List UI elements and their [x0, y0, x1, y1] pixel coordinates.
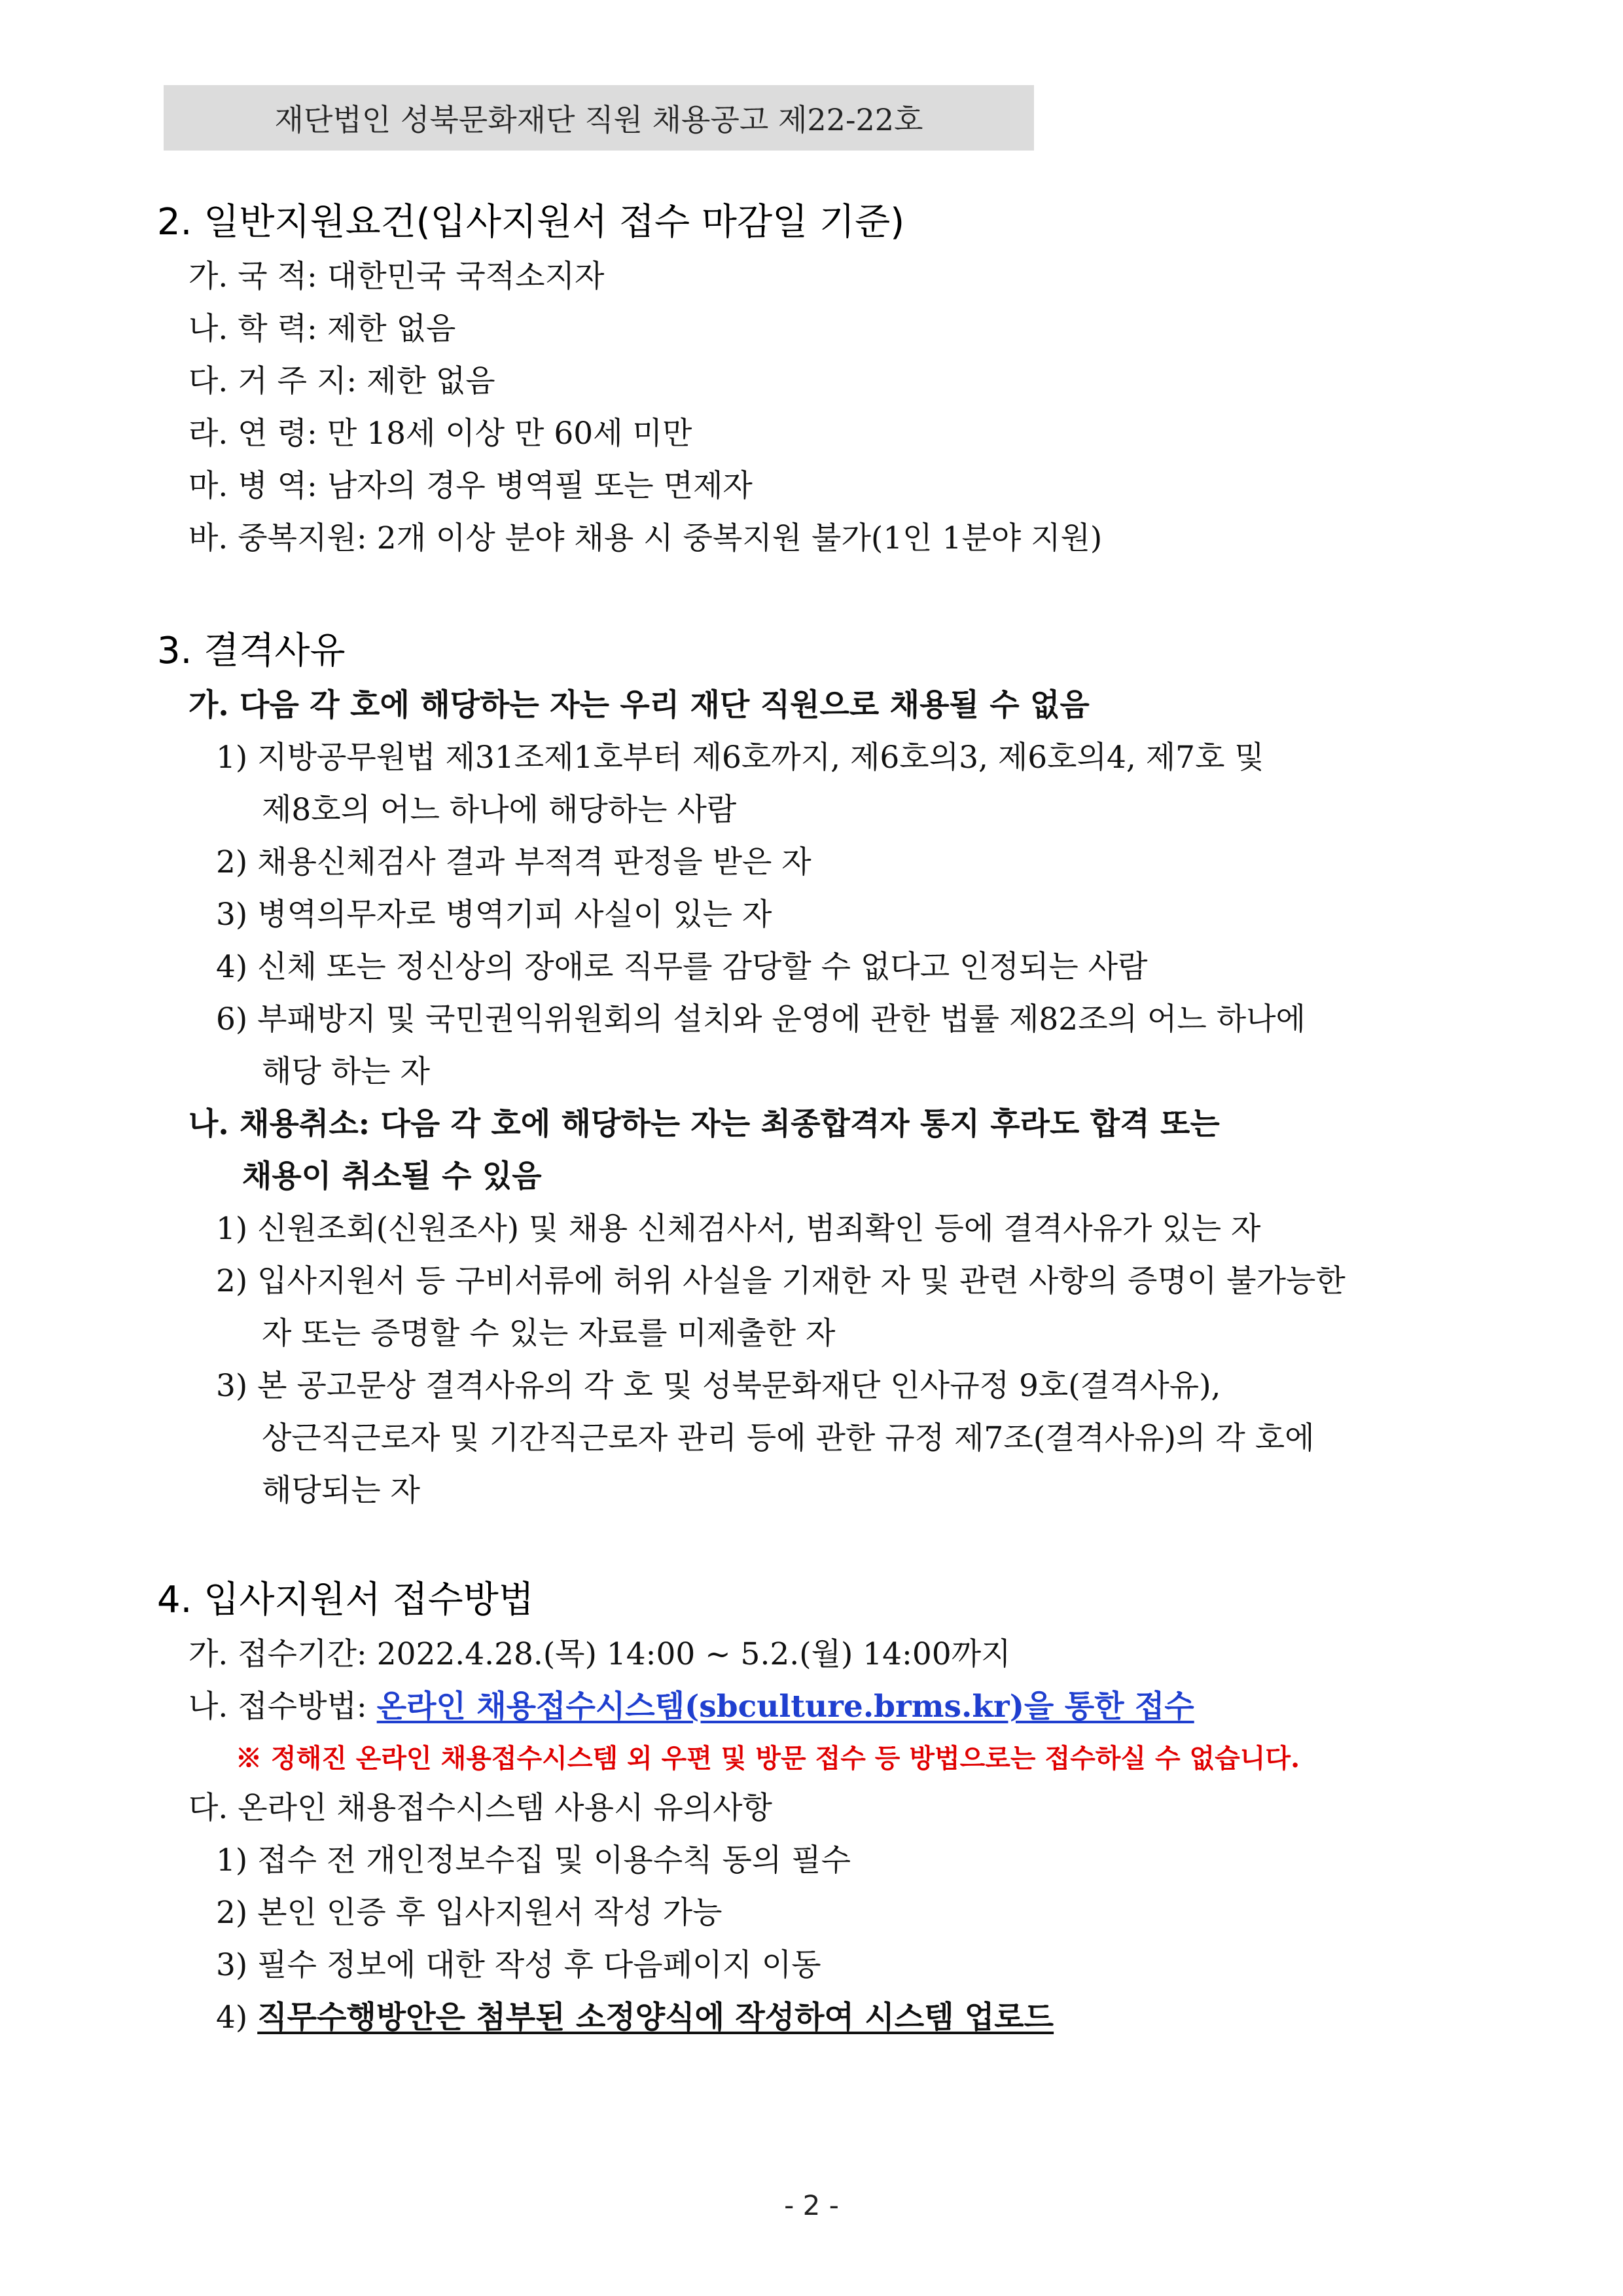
- document-header: [164, 85, 1034, 151]
- list-item: 해당되는 자: [262, 1473, 420, 1509]
- section-4-title: 4. 입사지원서 접수방법: [157, 1579, 534, 1621]
- requirement-value: 남자의 경우 병역필 또는 면제자: [327, 468, 753, 504]
- list-item: 1) 접수 전 개인정보수집 및 이용수칙 동의 필수: [216, 1842, 851, 1878]
- list-item: 2) 본인 인증 후 입사지원서 작성 가능: [216, 1895, 722, 1931]
- list-item: 1) 지방공무원법 제31조제1호부터 제6호까지, 제6호의3, 제6호의4, 제7호 및: [216, 740, 1264, 776]
- requirement-label: 라. 연 령:: [188, 416, 317, 452]
- list-item: 제8호의 어느 하나에 해당하는 사람: [262, 792, 737, 828]
- requirement-nationality: [188, 252, 604, 296]
- requirement-label: 다. 거 주 지:: [188, 363, 357, 399]
- disqualification-subtitle-b: 나. 채용취소: 다음 각 호에 해당하는 자는 최종합격자 통지 후라도 합격 또는: [188, 1106, 1220, 1142]
- requirement-residence: [188, 357, 495, 401]
- requirement-value: 2개 이상 분야 채용 시 중복지원 불가(1인 1분야 지원): [376, 520, 1103, 556]
- requirement-label: 바. 중복지원:: [188, 520, 367, 556]
- application-period: [188, 1630, 1011, 1674]
- list-item: 3) 병역의무자로 병역기피 사실이 있는 자: [216, 897, 772, 933]
- section-2-title: 2. 일반지원요건(입사지원서 접수 마감일 기준): [157, 201, 905, 243]
- requirement-duplicate: [188, 514, 1102, 558]
- requirement-age: [188, 409, 692, 453]
- header-title: 재단법인 성북문화재단 직원 채용공고 제22-22호: [274, 102, 923, 137]
- list-item: 상근직근로자 및 기간직근로자 관리 등에 관한 규정 제7조(결격사유)의 각 호에: [262, 1420, 1315, 1456]
- requirement-education: [188, 304, 455, 348]
- list-item: 6) 부패방지 및 국민권익위원회의 설치와 운영에 관한 법률 제82조의 어느 하나에: [216, 1001, 1306, 1037]
- requirement-value: 대한민국 국적소지자: [327, 259, 605, 295]
- disqualification-subtitle-a: 가. 다음 각 호에 해당하는 자는 우리 재단 직원으로 채용될 수 없음: [188, 687, 1090, 723]
- requirement-value: 제한 없음: [366, 363, 495, 399]
- requirement-military: [188, 461, 753, 505]
- item-number: 4): [216, 2000, 248, 2036]
- list-item: 자 또는 증명할 수 있는 자료를 미제출한 자: [262, 1316, 836, 1352]
- list-item: 3) 필수 정보에 대한 작성 후 다음페이지 이동: [216, 1947, 821, 1983]
- list-item: 해당 하는 자: [262, 1054, 430, 1090]
- list-item: 4) 신체 또는 정신상의 장애로 직무를 감당할 수 없다고 인정되는 사람: [216, 949, 1148, 985]
- period-value: 2022.4.28.(목) 14:00 ~ 5.2.(월) 14:00까지: [376, 1636, 1011, 1672]
- application-method: [188, 1682, 1194, 1726]
- list-item: 2) 채용신체검사 결과 부적격 판정을 받은 자: [216, 844, 812, 880]
- method-label: 나. 접수방법:: [188, 1689, 367, 1725]
- section-3-title: 3. 결격사유: [157, 630, 346, 672]
- requirement-label: 나. 학 력:: [188, 311, 317, 347]
- notice-warning: ※ 정해진 온라인 채용접수시스템 외 우편 및 방문 접수 등 방법으로는 접수하실 수 없습니다.: [236, 1743, 1300, 1774]
- page-number: - 2 -: [784, 2189, 839, 2221]
- period-label: 가. 접수기간:: [188, 1636, 367, 1672]
- requirement-value: 제한 없음: [327, 311, 456, 347]
- list-item: 2) 입사지원서 등 구비서류에 허위 사실을 기재한 자 및 관련 사항의 증명이 불가능한: [216, 1263, 1346, 1299]
- online-system-link[interactable]: 온라인 채용접수시스템(sbculture.brms.kr)을 통한 접수: [376, 1689, 1194, 1725]
- caution-title: 다. 온라인 채용접수시스템 사용시 유의사항: [188, 1790, 772, 1826]
- disqualification-subtitle-b-cont: 채용이 취소될 수 있음: [242, 1158, 542, 1194]
- requirement-label: 가. 국 적:: [188, 259, 317, 295]
- requirement-label: 마. 병 역:: [188, 468, 317, 504]
- requirement-value: 만 18세 이상 만 60세 미만: [327, 416, 692, 452]
- list-item: 1) 신원조회(신원조사) 및 채용 신체검사서, 범죄확인 등에 결격사유가 있는 자: [216, 1211, 1261, 1247]
- item-text-underlined: 직무수행방안은 첨부된 소정양식에 작성하여 시스템 업로드: [257, 2000, 1054, 2036]
- list-item: [216, 1993, 1054, 2037]
- list-item: 3) 본 공고문상 결격사유의 각 호 및 성북문화재단 인사규정 9호(결격사유),: [216, 1368, 1221, 1404]
